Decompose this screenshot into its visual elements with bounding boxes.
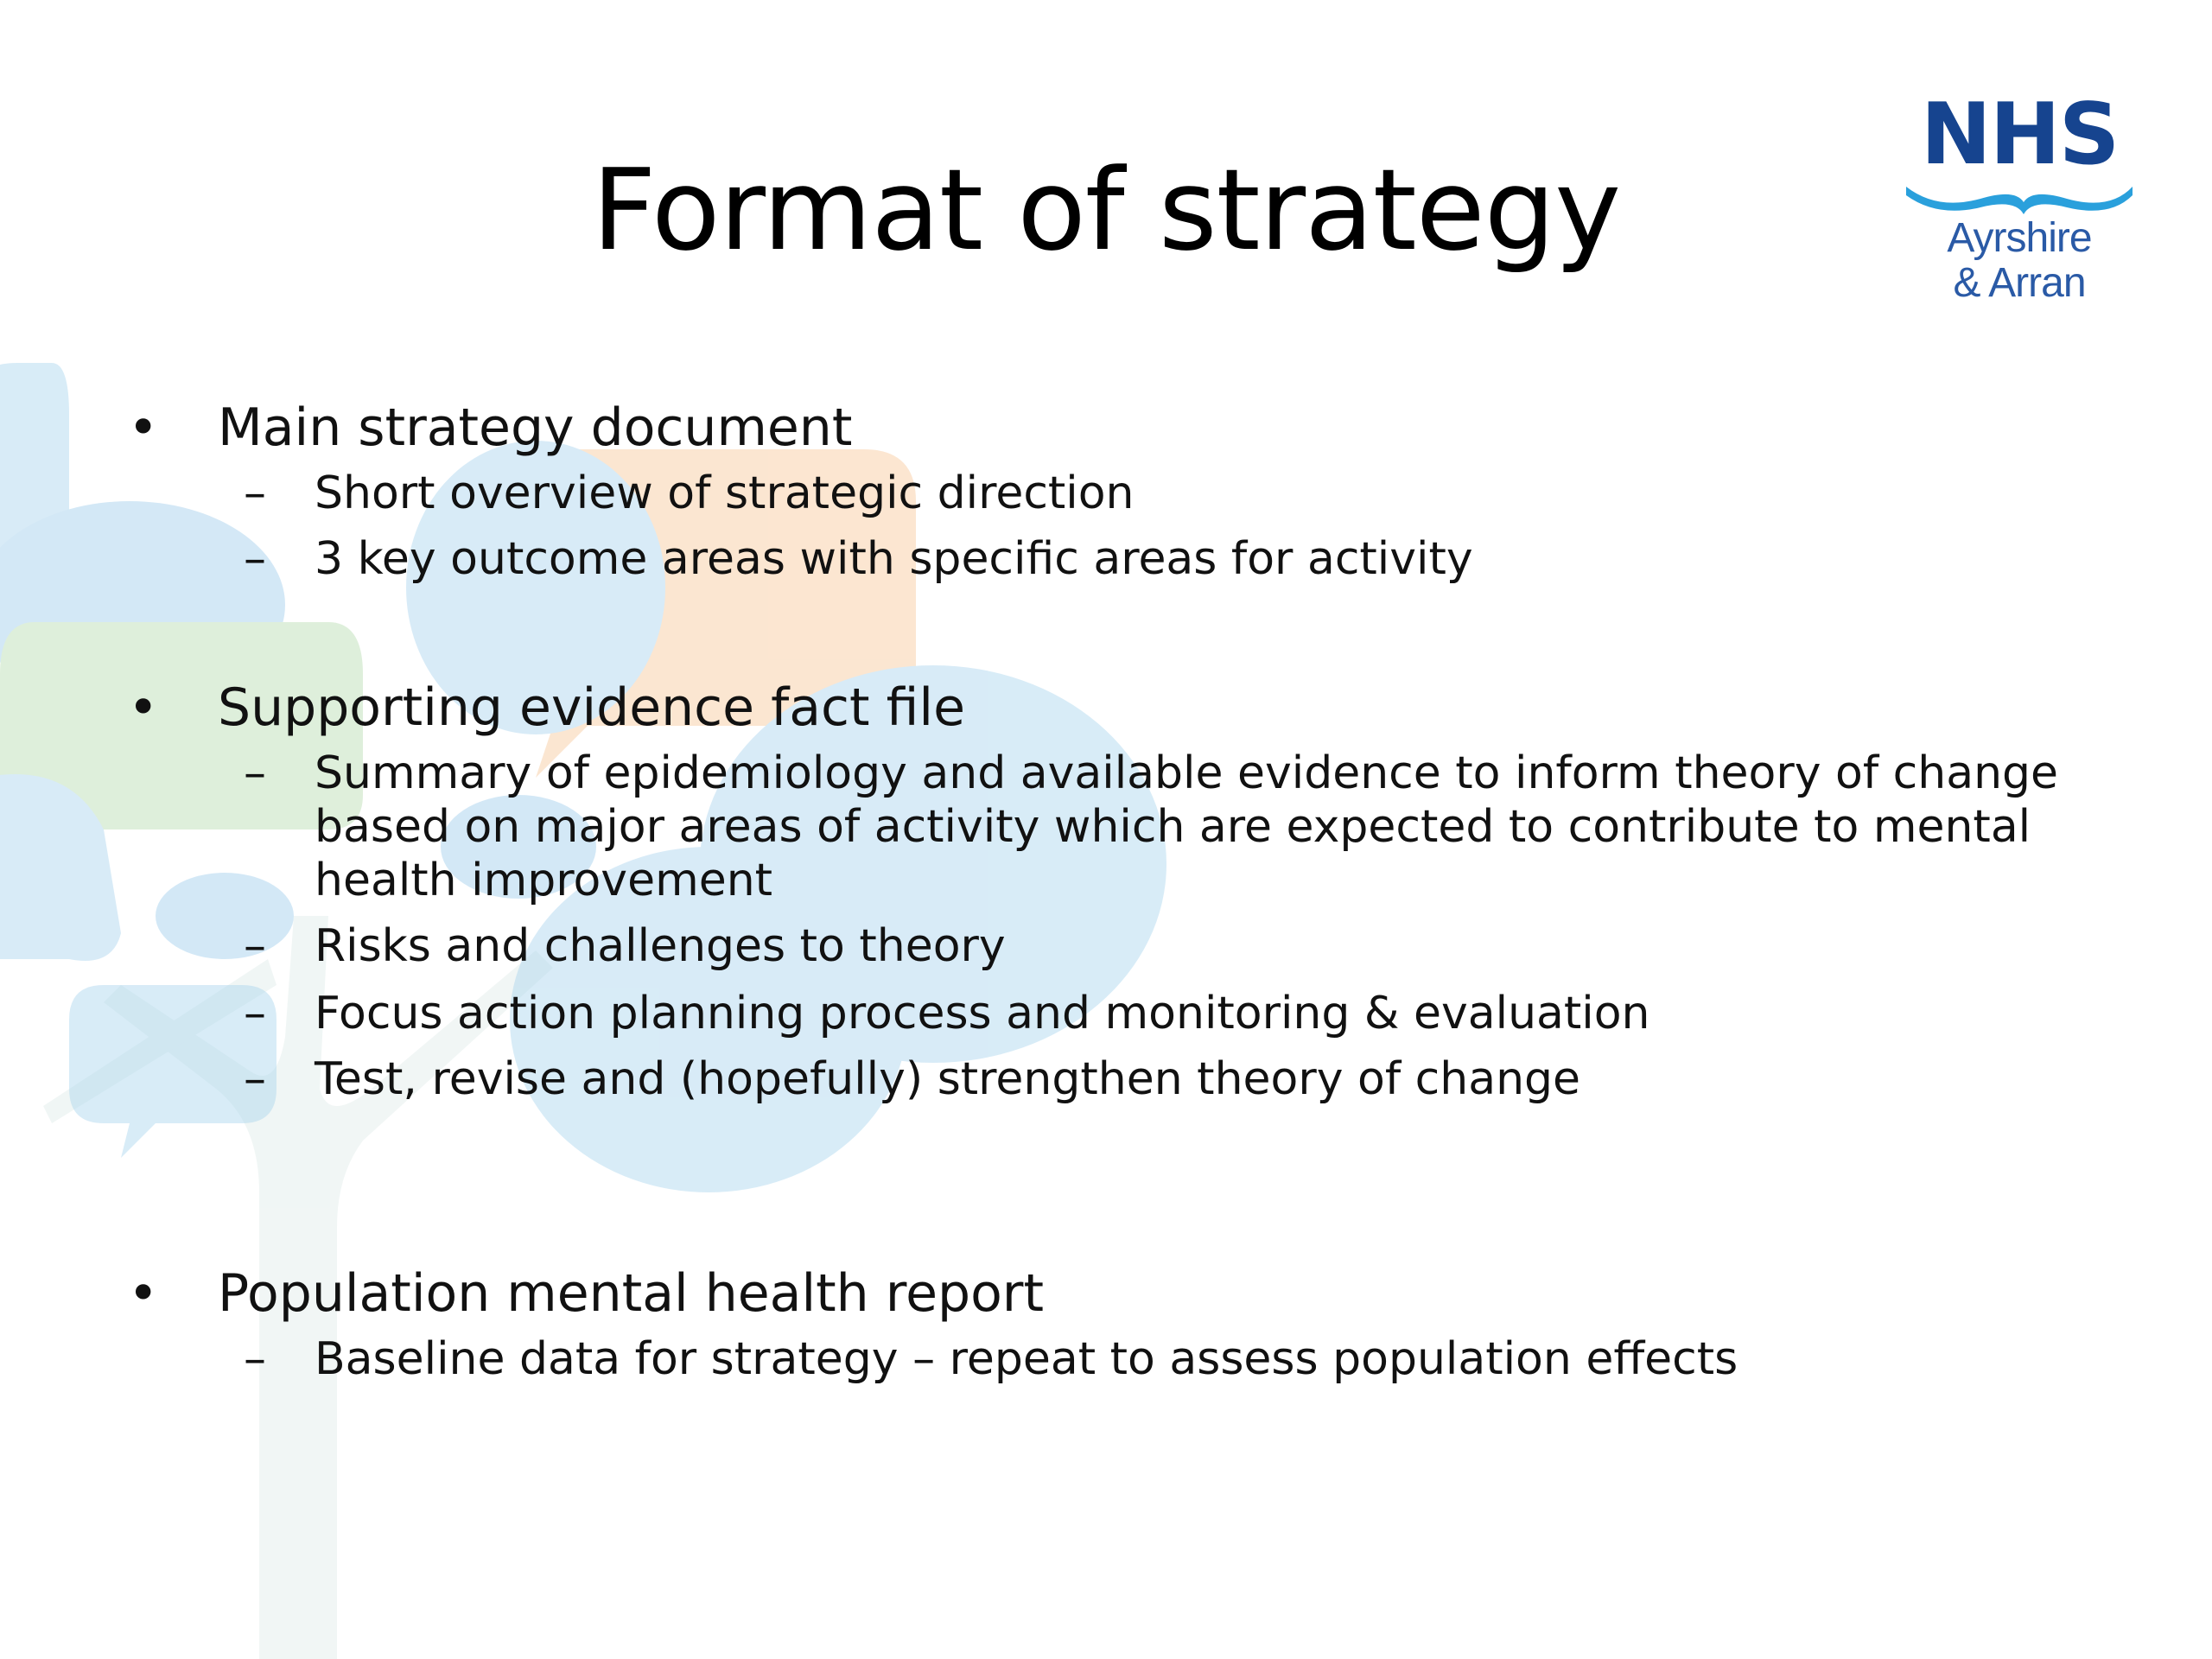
sub-item-text: Baseline data for strategy – repeat to assess population effects — [315, 1333, 1738, 1385]
bullet-marker: • — [128, 677, 159, 738]
sub-item-text: 3 key outcome areas with specific areas for activity — [315, 533, 1473, 585]
dash-marker: – — [244, 920, 266, 972]
dash-marker: – — [244, 1333, 266, 1385]
bullet-heading: Population mental health report — [218, 1263, 1044, 1324]
dash-marker: – — [244, 1053, 266, 1105]
sub-item-text: Test, revise and (hopefully) strengthen theory of change — [315, 1053, 1581, 1105]
sub-item-text: Short overview of strategic direction — [315, 467, 1135, 519]
bullet-heading: Main strategy document — [218, 397, 853, 458]
slide-title: Format of strategy — [591, 144, 1621, 276]
bullet-heading: Supporting evidence fact file — [218, 677, 965, 738]
sub-item-text: Focus action planning process and monitoring & evaluation — [315, 988, 1650, 1039]
dash-marker: – — [244, 747, 266, 799]
logo-line-ayrshire: Ayrshire — [1947, 215, 2092, 261]
bullet-marker: • — [128, 1263, 159, 1324]
bullet-marker: • — [128, 397, 159, 458]
sub-item-text: Summary of epidemiology and available evidence to inform theory of change based on major areas of activity which are expected to contribute to mental health improvement — [315, 747, 2059, 906]
logo-brand: NHS — [1920, 86, 2119, 184]
logo-line-arran: & Arran — [1953, 260, 2086, 306]
sub-item-text: Risks and challenges to theory — [315, 920, 1006, 972]
dash-marker: – — [244, 533, 266, 585]
dash-marker: – — [244, 467, 266, 519]
dash-marker: – — [244, 988, 266, 1039]
